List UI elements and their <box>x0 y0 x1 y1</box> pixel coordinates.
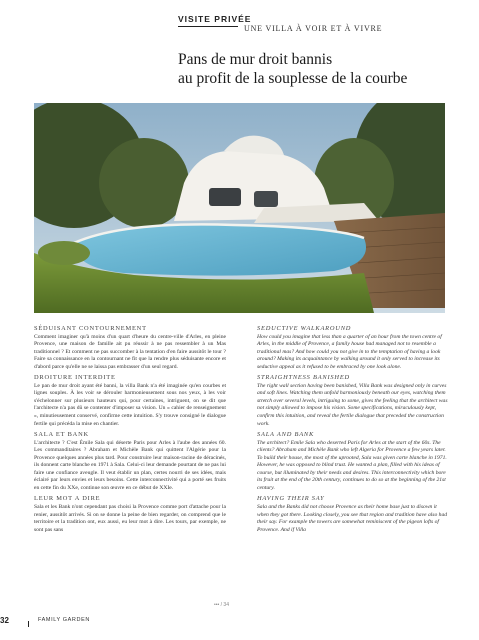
section-text: How could you imagine that less than a quarter of an hour from the town centre of Arles, in the middle of Provence, a family house had managed not to resemble a traditional mas? And how could you not give in to the temptation of having a look around? Making its acquaintance by walking around it only served to increase its seductive appeal as it refused to be embraced by one look alone. <box>257 333 442 370</box>
tree-left-2 <box>99 138 189 228</box>
villa-window-2 <box>254 191 278 207</box>
section-text: Sala and the Banks did not choose Provence as their home base just to disown it when they got there. Looking closely, you see that region and tradition have also had their say. For example the towers are somewhat reminiscent of the pigeon lofts of Provence. And if Villa <box>257 504 448 533</box>
section-text: The right wall section having been banished, Villa Bank was designed only in curves and soft lines. Watching them unfold harmoniously beneath our eyes, watching them stretch over several levels, intriguing to some, gives the feeling that the architect was not simply allowed to impose his vision. Some specifications, miraculously kept, confirm this intuition, and reveal the fertile dialogue that preceded the construction work. <box>257 382 448 427</box>
headline <box>178 50 407 88</box>
pool <box>74 224 366 275</box>
section-title: LEUR MOT A DIRE <box>34 495 101 503</box>
section-title: STRAIGHTNESS BANISHED <box>257 374 350 382</box>
left-column <box>34 322 226 536</box>
kicker: VISITE PRIVÉE <box>178 14 252 24</box>
feature-photo <box>34 103 445 313</box>
agave-plant <box>38 241 90 265</box>
section-title: SÉDUISANT CONTOURNEMENT <box>34 325 147 332</box>
section-title: SEDUCTIVE WALKAROUND <box>257 325 352 332</box>
villa-photo <box>34 103 445 313</box>
section-text: Le pan de mur droit ayant été banni, la villa Bank n'a été imaginée qu'en courbes et lignes souples. À les voir se dérouler harmonieusement sous nos yeux, à les voir s'échelonner sur plusieurs hauteurs qui, pour certaines, intriguent, on se dit que l'architecte n'a pas dû se contenter d'imposer sa vision. Un « cahier de renseignement », minutieusement conservé, confirme cette intuition. S'y trouve consigné le dialogue fertile qui précéda la mise en chantier. <box>34 382 226 427</box>
section-title: DROITURE INTERDITE <box>34 374 116 382</box>
page-number: 32 <box>0 616 9 625</box>
right-column <box>257 322 449 536</box>
headline-line-1: Pans de mur droit bannis <box>178 51 333 68</box>
villa-window <box>209 188 241 206</box>
section-text: The architect? Emile Sala who deserted Paris for Arles at the start of the 60s. The clients? Abraham and Michèle Bank who left Algeria for Provence a few years later. To build their house, the most of the uprooted, Sala was given carte blanche in 1971. However, he was opposed to blind trust. He wanted a plan, filled with his ideas of course, but illuminated by their needs and desires. This interconnectivity which bore its fruit at the end of the 20th century, continues to do so at the beginning of the 21st century. <box>257 439 447 491</box>
kicker-rule <box>178 26 238 27</box>
footer-separator <box>28 621 29 627</box>
section-text: Sala et les Bank n'ont cependant pas choisi la Provence comme port d'attache pour la renier, aussitôt arrivés. Si on se donne la peine de bien regarder, on comprend que le territoire et la tradition ont, eux aussi, eu leur mot à dire. Les tours, par exemple, ne sont pas sans <box>34 504 226 533</box>
section-title: SALA AND BANK <box>257 431 315 439</box>
headline-line-2: au profit de la souplesse de la courbe <box>178 70 408 87</box>
section-title: SALA ET BANK <box>34 431 89 439</box>
section-text: L'architecte ? C'est Émile Sala qui déserte Paris pour Arles à l'aube des années 60. Les commanditaires ? Abraham et Michèle Bank qui quittent l'Algérie pour la Provence quelques années plus tard. Pour construire leur maison-racine de déracinés, ils donnent carte blanche en 1971 à Sala. Celui-ci leur demande pourtant de ne pas lui faire une confiance aveugle. Il veut établir un plan, certes nourri de ses idées, mais éclairé par leurs envies et leurs besoins. Cette interconnectivité qui a porté ses fruits en cette fin du XXe, continue son œuvre en ce début de XXIe. <box>34 439 226 491</box>
folio: ••• / 34 <box>214 602 229 608</box>
section-text: Comment imaginer qu'à moins d'un quart d'heure du centre-ville d'Arles, en pleine Provence, une maison de famille ait pu réussir à ne pas ressembler à un Mas traditionnel ? Et comment ne pas succomber à la tentation d'en faire aussitôt le tour ? Faire sa connaissance en la contournant ne fit que la rendre plus séduisante encore et d'abord parce qu'elle ne se laissa pas embrasser d'un seul regard. <box>34 333 226 370</box>
magazine-name: FAMILY GARDEN <box>38 617 90 623</box>
section-title: HAVING THEIR SAY <box>257 495 325 503</box>
subkicker: UNE VILLA À VOIR ET À VIVRE <box>244 24 383 33</box>
